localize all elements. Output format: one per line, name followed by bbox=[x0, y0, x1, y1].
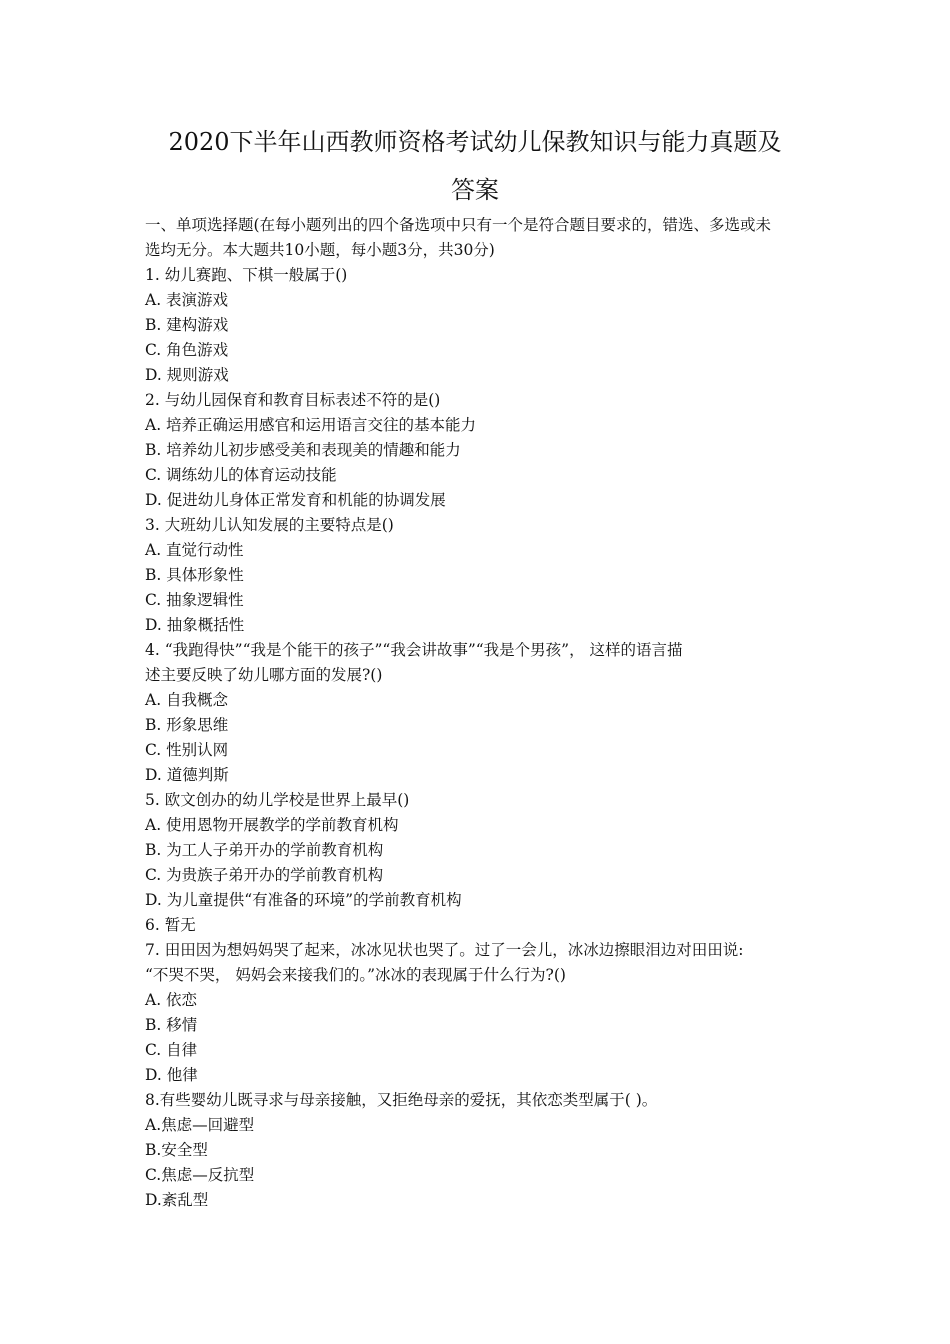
question-1-option-d: D. 规则游戏 bbox=[145, 366, 229, 384]
question-2-option-a: A. 培养正确运用感官和运用语言交往的基本能力 bbox=[145, 416, 477, 434]
question-4-option-b: B. 形象思维 bbox=[145, 716, 229, 734]
question-8-option-b: B.安全型 bbox=[145, 1141, 208, 1159]
question-7-option-d: D. 他律 bbox=[145, 1066, 198, 1084]
question-6-stem: 6. 暂无 bbox=[145, 916, 196, 934]
question-1-stem: 1. 幼儿赛跑、下棋一般属于() bbox=[145, 266, 348, 284]
question-4-option-c: C. 性别认网 bbox=[145, 741, 229, 759]
question-3-option-d: D. 抽象概括性 bbox=[145, 616, 245, 634]
question-3-option-c: C. 抽象逻辑性 bbox=[145, 591, 244, 609]
question-8-option-d: D.紊乱型 bbox=[145, 1191, 209, 1209]
question-5-option-a: A. 使用恩物开展教学的学前教育机构 bbox=[145, 816, 399, 834]
question-5-option-d: D. 为儿童提供“有准备的环境”的学前教育机构 bbox=[145, 891, 462, 909]
question-3-option-b: B. 具体形象性 bbox=[145, 566, 244, 584]
question-1-option-a: A. 表演游戏 bbox=[145, 291, 229, 309]
question-7-stem-line-1: 7. 田田因为想妈妈哭了起来，冰冰见状也哭了。过了一会儿，冰冰边擦眼泪边对田田说: bbox=[145, 941, 744, 959]
question-7-option-b: B. 移情 bbox=[145, 1016, 198, 1034]
question-7-option-a: A. 依恋 bbox=[145, 991, 198, 1009]
question-4-option-d: D. 道德判斯 bbox=[145, 766, 229, 784]
question-2-option-b: B. 培养幼儿初步感受美和表现美的情趣和能力 bbox=[145, 441, 461, 459]
document-title-line-1: 2020下半年山西教师资格考试幼儿保教知识与能力真题及 bbox=[168, 128, 782, 156]
question-2-option-c: C. 调练幼儿的体育运动技能 bbox=[145, 466, 337, 484]
question-4-option-a: A. 自我概念 bbox=[145, 691, 229, 709]
question-1-option-c: C. 角色游戏 bbox=[145, 341, 229, 359]
question-8-stem: 8.有些婴幼儿既寻求与母亲接触，又拒绝母亲的爱抚，其依恋类型属于( )。 bbox=[145, 1091, 658, 1109]
question-7-option-c: C. 自律 bbox=[145, 1041, 198, 1059]
question-1-option-b: B. 建构游戏 bbox=[145, 316, 229, 334]
question-3-stem: 3. 大班幼儿认知发展的主要特点是() bbox=[145, 516, 394, 534]
question-3-option-a: A. 直觉行动性 bbox=[145, 541, 244, 559]
question-4-stem-line-1: 4. “我跑得快”“我是个能干的孩子”“我会讲故事”“我是个男孩”， 这样的语言描 bbox=[145, 641, 683, 659]
question-4-stem-line-2: 述主要反映了幼儿哪方面的发展?() bbox=[145, 666, 383, 684]
section-heading-line-2: 选均无分。本大题共10小题，每小题3分，共30分) bbox=[145, 241, 495, 259]
question-5-option-b: B. 为工人子弟开办的学前教育机构 bbox=[145, 841, 384, 859]
document-title-line-2: 答案 bbox=[451, 176, 499, 204]
document-body bbox=[145, 213, 825, 1213]
question-5-stem: 5. 欧文创办的幼儿学校是世界上最早() bbox=[145, 791, 410, 809]
question-2-stem: 2. 与幼儿园保育和教育目标表述不符的是() bbox=[145, 391, 441, 409]
question-7-stem-line-2: “不哭不哭， 妈妈会来接我们的。”冰冰的表现属于什么行为?() bbox=[145, 966, 566, 984]
question-2-option-d: D. 促进幼儿身体正常发育和机能的协调发展 bbox=[145, 491, 446, 509]
question-5-option-c: C. 为贵族子弟开办的学前教育机构 bbox=[145, 866, 384, 884]
question-8-option-c: C.焦虑—反抗型 bbox=[145, 1166, 255, 1184]
section-heading-line-1: 一、单项选择题(在每小题列出的四个备选项中只有一个是符合题目要求的，错选、多选或未 bbox=[145, 216, 772, 234]
question-8-option-a: A.焦虑—回避型 bbox=[145, 1116, 255, 1134]
